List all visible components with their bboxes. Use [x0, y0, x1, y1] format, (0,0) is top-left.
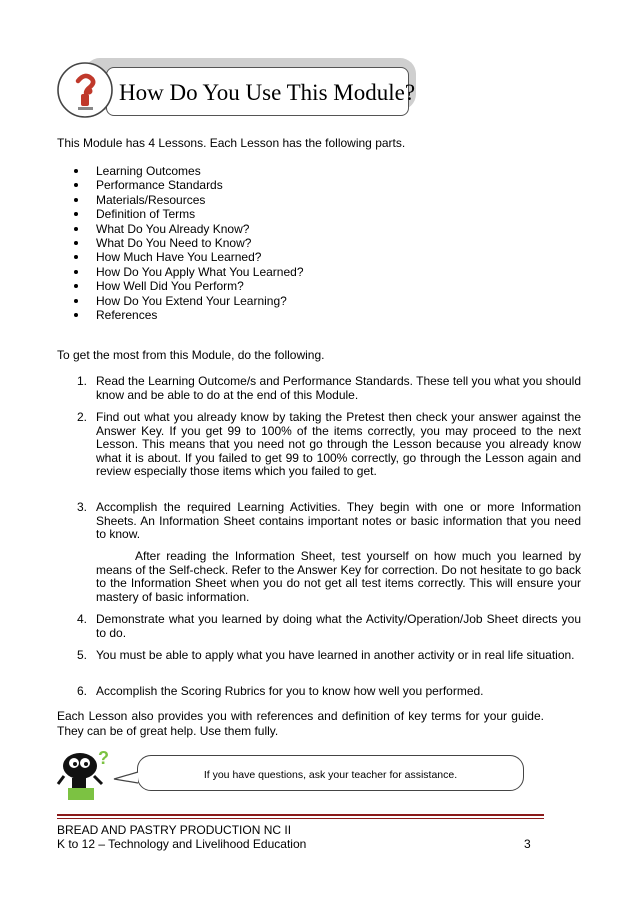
bullet-icon — [74, 255, 78, 259]
thinking-mascot-icon — [56, 748, 116, 804]
bullet-icon — [74, 227, 78, 231]
lesson-parts-list — [57, 164, 304, 322]
bullet-icon — [74, 169, 78, 173]
list-item: How Do You Apply What You Learned? — [57, 265, 304, 279]
footer-divider — [57, 818, 544, 819]
list-item: Learning Outcomes — [57, 164, 304, 178]
footer-course: BREAD AND PASTRY PRODUCTION NC II — [57, 823, 292, 837]
bullet-icon — [74, 313, 78, 317]
list-item: How Well Did You Perform? — [57, 279, 304, 293]
list-item: Definition of Terms — [57, 207, 304, 221]
footer-divider — [57, 814, 544, 816]
list-item: Materials/Resources — [57, 193, 304, 207]
closing-text: Each Lesson also provides you with references and definition of key terms for your guide. They can be of great help. Use them fully. — [57, 709, 544, 738]
intro-text: This Module has 4 Lessons. Each Lesson has the following parts. — [57, 136, 406, 150]
list-item: How Much Have You Learned? — [57, 250, 304, 264]
list-item: What Do You Already Know? — [57, 222, 304, 236]
tip-text: If you have questions, ask your teacher for assistance. — [203, 769, 458, 781]
list-item: References — [57, 308, 304, 322]
bullet-icon — [74, 241, 78, 245]
footer-subject: K to 12 – Technology and Livelihood Education — [57, 837, 307, 851]
bullet-icon — [74, 212, 78, 216]
page-number: 3 — [524, 837, 531, 851]
page-title: How Do You Use This Module? — [119, 80, 416, 105]
bubble-tail — [112, 770, 140, 786]
list-item: Performance Standards — [57, 178, 304, 192]
list-item: What Do You Need to Know? — [57, 236, 304, 250]
list-item: How Do You Extend Your Learning? — [57, 294, 304, 308]
bullet-icon — [74, 284, 78, 288]
steps-intro: To get the most from this Module, do the following. — [57, 348, 325, 362]
bullet-icon — [74, 270, 78, 274]
bullet-icon — [74, 299, 78, 303]
bullet-icon — [74, 183, 78, 187]
question-person-icon — [56, 61, 114, 119]
svg-text:?: ? — [98, 748, 109, 768]
bullet-icon — [74, 198, 78, 202]
